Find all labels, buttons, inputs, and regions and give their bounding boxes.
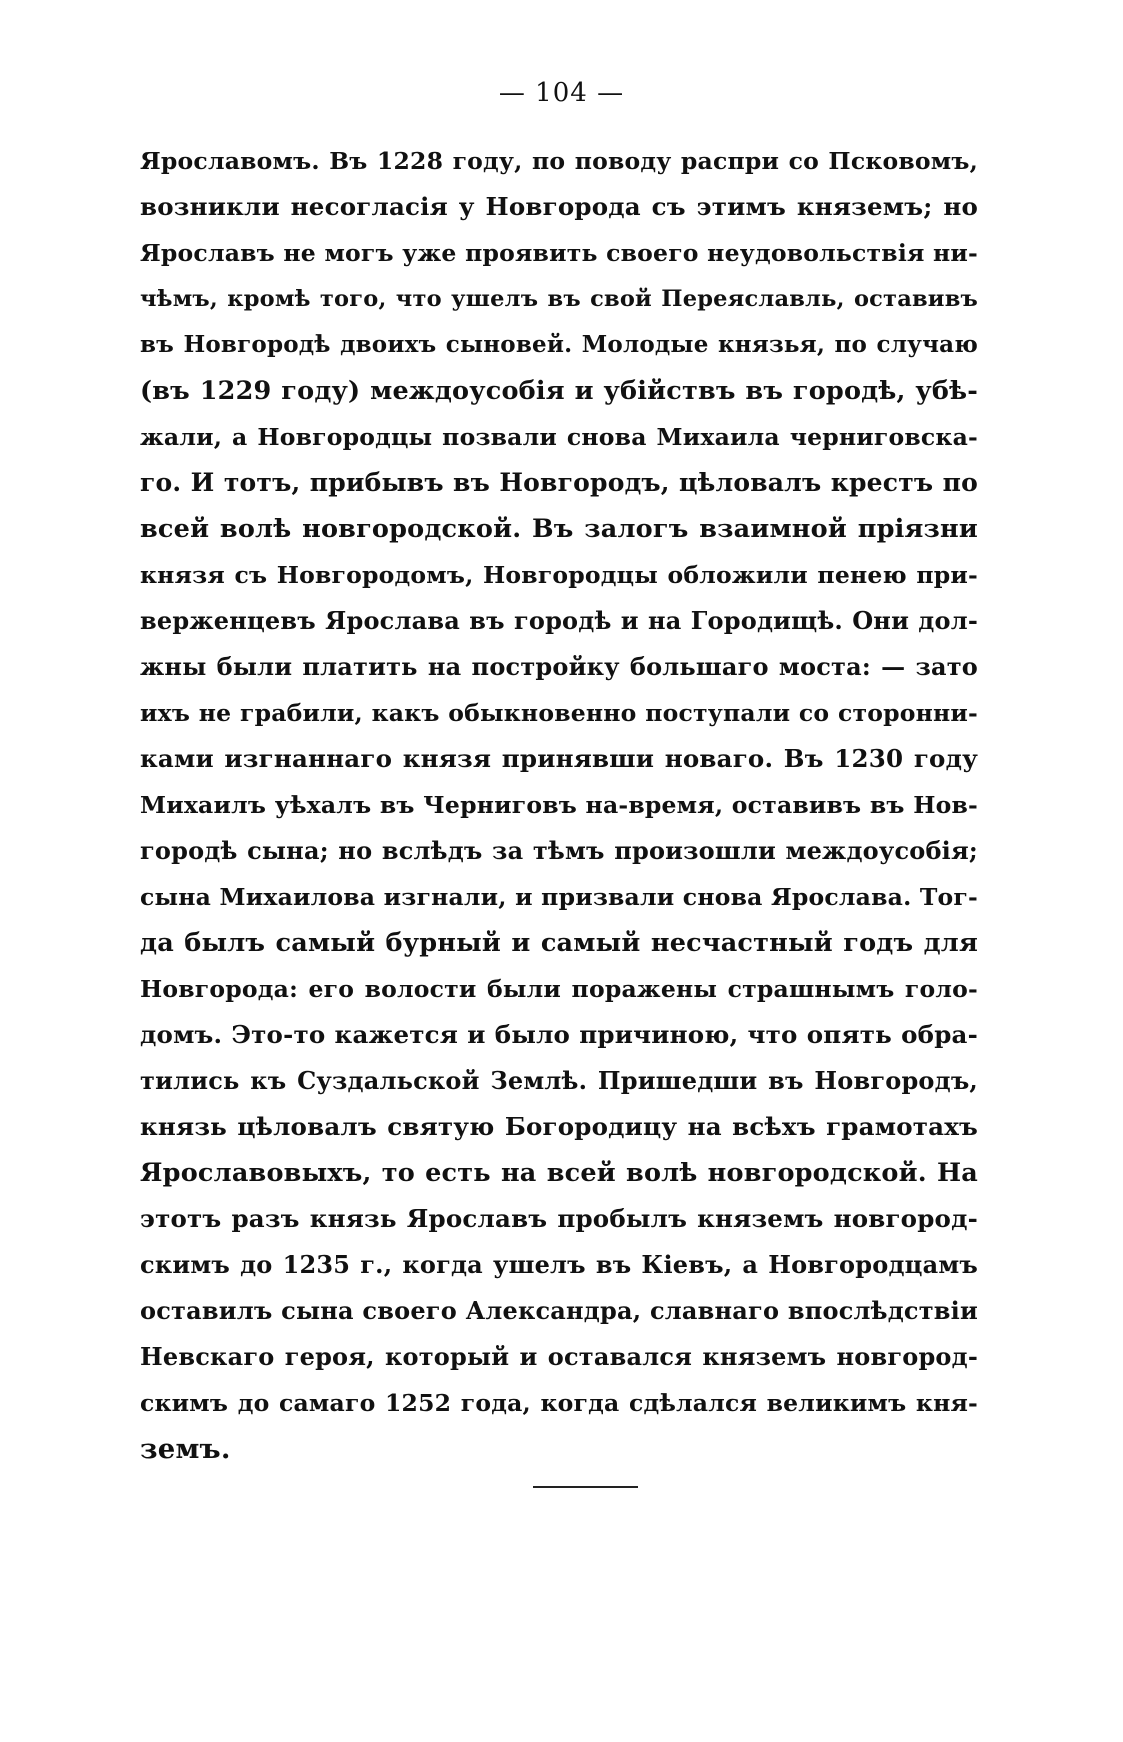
text-line: скимъ до 1235 г., когда ушелъ въ Кіевъ, а Новгородцамъ [140, 1250, 978, 1279]
text-line: князя съ Новгородомъ, Новгородцы обложили пенею при- [140, 561, 978, 589]
text-line: городѣ сына; но вслѣдъ за тѣмъ произошли междоусобія; [140, 836, 978, 865]
text-line: (въ 1229 году) междоусобія и убійствъ въ городѣ, убѣ- [140, 376, 978, 406]
text-line: да былъ самый бурный и самый несчастный годъ для [140, 928, 978, 958]
text-line: земъ. [140, 1433, 231, 1465]
text-line: скимъ до самаго 1252 года, когда сдѣлался великимъ кня- [140, 1389, 978, 1417]
text-line: Михаилъ уѣхалъ въ Черниговъ на-время, оставивъ въ Нов- [140, 791, 978, 819]
body-text [140, 138, 978, 1472]
text-line: возникли несогласія у Новгорода съ этимъ княземъ; но [140, 192, 978, 221]
text-line: верженцевъ Ярослава въ городѣ и на Городищѣ. Они дол- [140, 606, 978, 635]
text-line: сына Михаилова изгнали, и призвали снова Ярослава. Тог- [140, 883, 978, 911]
text-line: домъ. Это-то кажется и было причиною, что опять обра- [140, 1020, 978, 1049]
text-line: этотъ разъ князь Ярославъ пробылъ княземъ новгород- [140, 1204, 978, 1233]
text-line: Новгорода: его волости были поражены страшнымъ голо- [140, 975, 978, 1003]
text-line: тились къ Суздальской Землѣ. Пришедши въ Новгородъ, [140, 1066, 978, 1095]
text-line: чѣмъ, кромѣ того, что ушелъ въ свой Переяславль, оставивъ [140, 286, 978, 312]
text-line: ками изгнаннаго князя принявши новаго. Въ 1230 году [140, 744, 978, 773]
text-line: Ярославъ не могъ уже проявить своего неудовольствія ни- [140, 239, 978, 267]
text-line: Ярославовыхъ, то есть на всей волѣ новгородской. На [140, 1158, 978, 1188]
text-line: въ Новгородѣ двоихъ сыновей. Молодые князья, по случаю [140, 331, 978, 358]
text-line: Ярославомъ. Въ 1228 году, по поводу распри со Псковомъ, [140, 147, 978, 175]
text-line: Невскаго героя, который и оставался княземъ новгород- [140, 1342, 978, 1371]
text-line: го. И тотъ, прибывъ въ Новгородъ, цѣловалъ крестъ по [140, 468, 978, 497]
text-line: жали, а Новгородцы позвали снова Михаила черниговска- [140, 423, 978, 451]
text-line: ихъ не грабили, какъ обыкновенно поступали со сторонни- [140, 699, 978, 727]
text-line: оставилъ сына своего Александра, славнаго впослѣдствіи [140, 1296, 978, 1325]
text-line: всей волѣ новгородской. Въ залогъ взаимной пріязни [140, 514, 978, 544]
text-line: жны были платить на постройку большаго моста: — зато [140, 652, 978, 681]
page-number: — 104 — [498, 78, 625, 108]
text-line: князь цѣловалъ святую Богородицу на всѣхъ грамотахъ [140, 1112, 978, 1141]
end-rule [533, 1486, 638, 1488]
